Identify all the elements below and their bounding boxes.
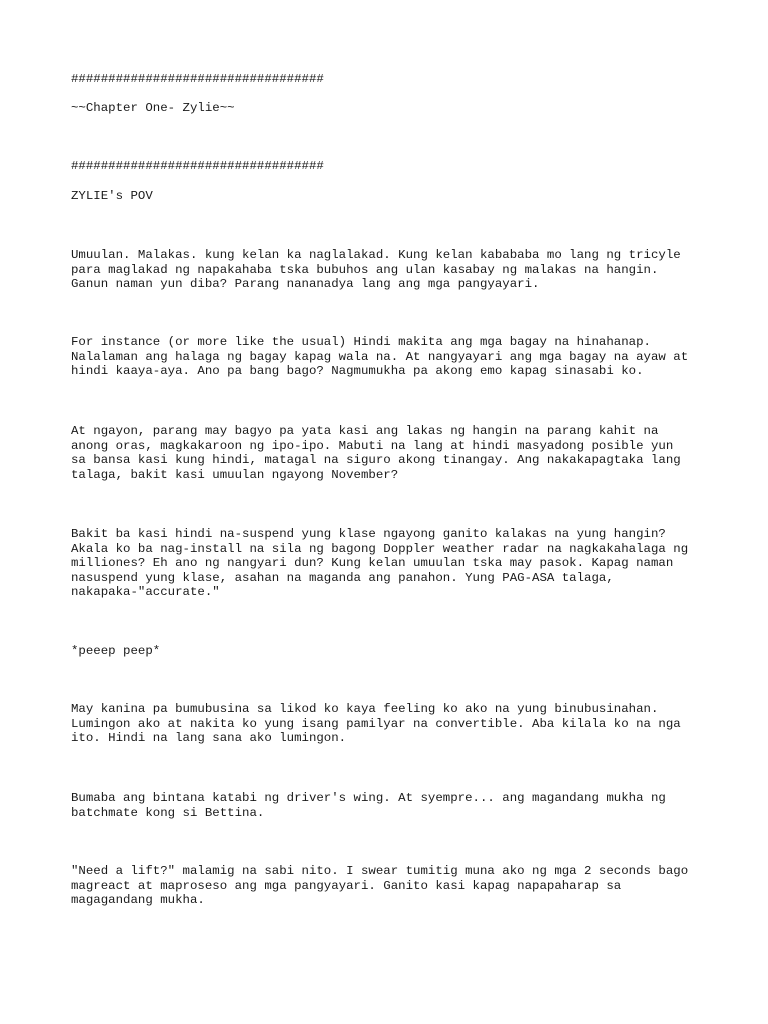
pov-heading: ZYLIE's POV — [71, 189, 153, 203]
paragraph-3 — [71, 424, 681, 482]
paragraph-line: For instance (or more like the usual) Hindi makita ang mga bagay na hinahanap. — [71, 335, 651, 349]
chapter-title: ~~Chapter One- Zylie~~ — [71, 101, 235, 115]
paragraph-line: *peeep peep* — [71, 644, 161, 658]
paragraph-line: "Need a lift?" malamig na sabi nito. I swear tumitig muna ako ng mga 2 seconds bago — [71, 864, 689, 878]
paragraph-line: sa bansa kasi kung hindi, matagal na siguro akong tinangay. Ang nakakapagtaka lang — [71, 453, 681, 468]
paragraph-line: At ngayon, parang may bagyo pa yata kasi ang lakas ng hangin na parang kahit na — [71, 424, 659, 438]
paragraph-line: para maglakad ng napakahaba tska bubuhos ang ulan kasabay ng malakas na hangin. — [71, 262, 659, 277]
paragraph-line: Umuulan. Malakas. kung kelan ka naglalakad. Kung kelan kabababa mo lang ng tricyle — [71, 248, 681, 262]
paragraph-4 — [71, 527, 688, 600]
paragraph-7 — [71, 791, 666, 820]
paragraph-line: anong oras, magkakaroon ng ipo-ipo. Mabuti na lang at hindi masyadong posible yun — [71, 438, 674, 453]
paragraph-line: magreact at maproseso ang mga pangyayari. Ganito kasi kapag napapaharap sa — [71, 878, 622, 893]
paragraph-line: magagandang mukha. — [71, 893, 205, 908]
paragraph-line: milliones? Eh ano ng nangyari dun? Kung kelan umuulan tska may pasok. Kapag naman — [71, 556, 674, 571]
paragraph-1 — [71, 248, 681, 292]
separator-line-mid: ################################## — [71, 159, 324, 173]
paragraph-line: Nalalaman ang halaga ng bagay kapag wala na. At nangyayari ang mga bagay na ayaw at — [71, 349, 689, 364]
paragraph-8 — [71, 864, 688, 908]
paragraph-line: batchmate kong si Bettina. — [71, 805, 265, 820]
paragraph-line: Ganun naman yun diba? Parang nananadya lang ang mga pangyayari. — [71, 277, 540, 292]
paragraph-6 — [71, 702, 681, 746]
paragraph-line: Bumaba ang bintana katabi ng driver's wing. At syempre... ang magandang mukha ng — [71, 791, 666, 805]
paragraph-line: nasuspend yung klase, asahan na maganda ang panahon. Yung PAG-ASA talaga, — [71, 570, 614, 585]
paragraph-2 — [71, 335, 688, 379]
paragraph-line: ito. Hindi na lang sana ako lumingon. — [71, 731, 347, 746]
paragraph-line: hindi kaaya-aya. Ano pa bang bago? Nagmumukha pa akong emo kapag sinasabi ko. — [71, 364, 644, 379]
paragraph-line: Akala ko ba nag-install na sila ng bagong Doppler weather radar na nagkakahalaga ng — [71, 541, 689, 556]
paragraph-line: nakapaka-"accurate." — [71, 585, 220, 600]
paragraph-line: May kanina pa bumubusina sa likod ko kaya feeling ko ako na yung binubusinahan. — [71, 702, 659, 716]
paragraph-line: Lumingon ako at nakita ko yung isang pamilyar na convertible. Aba kilala ko na nga — [71, 716, 681, 731]
separator-line-top: ################################## — [71, 72, 324, 86]
paragraph-5 — [71, 644, 160, 659]
paragraph-line: talaga, bakit kasi umuulan ngayong November? — [71, 467, 399, 482]
paragraph-line: Bakit ba kasi hindi na-suspend yung klase ngayong ganito kalakas na yung hangin? — [71, 527, 666, 541]
